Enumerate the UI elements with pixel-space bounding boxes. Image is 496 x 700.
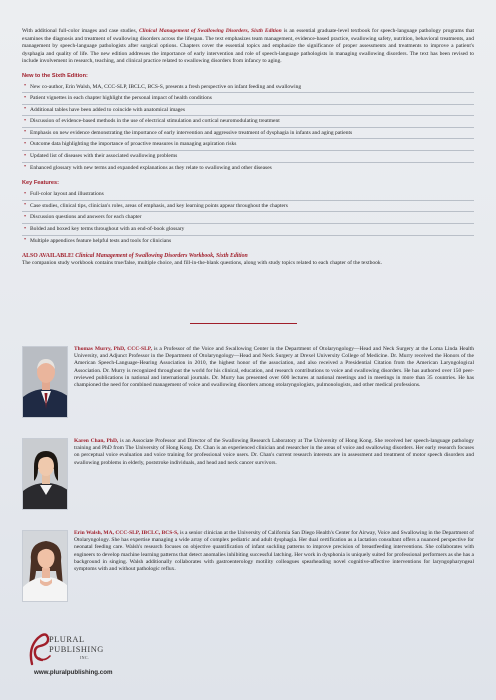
list-item: • Additional tables have been added to coincide with anatomical images (22, 105, 474, 117)
key-features-list (22, 189, 474, 246)
book-title: Clinical Management of Swallowing Disorders, Sixth Edition (138, 28, 282, 34)
author-name: Thomas Murry, PhD, CCC-SLP, (74, 346, 152, 352)
list-item: • New co-author, Erin Walsh, MA, CCC-SLP, IBCLC, BCS-S, presents a fresh perspective on infant feeding and swallowing (22, 82, 474, 94)
logo-word-publishing: PUBLISHING (49, 645, 104, 654)
key-features-heading: Key Features: (22, 180, 59, 187)
list-item: • Enhanced glossary with new terms and expanded explanations as they relate to swallowing and other diseases (22, 163, 474, 174)
list-item: • Case studies, clinical tips, clinician's roles, areas of emphasis, and key learning points appear throughout the chapters (22, 201, 474, 213)
new-edition-list (22, 82, 474, 174)
author-photo-walsh (22, 530, 68, 602)
portrait-image (23, 531, 68, 602)
author-photo-murry (22, 346, 68, 418)
list-item: • Emphasis on new evidence demonstrating the importance of early intervention and aggressive treatment of dysphagia in infants and aging patients (22, 128, 474, 140)
logo-word-plural: PLURAL (49, 635, 85, 644)
bio-text-murry (74, 346, 474, 389)
intro-text-start: With additional full-color images and case studies, (22, 28, 139, 34)
author-photo-chan (22, 438, 68, 510)
list-item: • Patient vignettes in each chapter highlight the personal impact of health conditions (22, 93, 474, 105)
intro-paragraph (22, 28, 474, 66)
list-item: • Full-color layout and illustrations (22, 189, 474, 201)
new-edition-heading: New to the Sixth Edition: (22, 72, 88, 79)
bio-body: is a Professor of the Voice and Swallowing Center in the Department of Otolaryngology—Head and Neck Surgery at the Loma Linda Health University, and Adjunct Professor in the Department of Otolaryngology—Head and Neck Surgery at Drexel University College of Medicine. Dr. Murry received the Honors of the American Speech-Language-Hearing Association in 2010, the highest honor of the association, and also received a Presidential Citation from the American Laryngological Association. Dr. Murry is recognized throughout the world for his clinical, education, and research contributions to voice and swallowing disorders. He has authored over 150 peer-reviewed publications in national and international journals. Dr. Murry has presented over 600 lectures at national meetings and in meetings in more than 35 countries. He has championed the need for combined management of voice and swallowing disorders among otolaryngologists, pulmonologists, and other medical professions. (74, 346, 474, 389)
author-name: Erin Walsh, MA, CCC-SLP, IBCLC, BCS-S, (74, 530, 179, 536)
author-name: Karen Chan, PhD, (74, 438, 119, 444)
list-item: • Multiple appendices feature helpful tests and tools for clinicians (22, 236, 474, 247)
list-item: • Bolded and boxed key terms throughout with an end-of-book glossary (22, 224, 474, 236)
workbook-title: Clinical Management of Swallowing Disorders Workbook, Sixth Edition (75, 253, 248, 260)
portrait-image (23, 439, 68, 510)
bio-body: is an Associate Professor and Director of the Swallowing Research Laboratory at The University of Hong Kong. She received her speech-language pathology training and PhD from The University of Hong Kong. Dr. Chan is an experienced clinician and researcher in the areas of voice and swallowing disorders. Her early research focuses on perceptual voice evaluation and voice training for professional voice users. Dr. Chan's current research interests are in assessment and treatment of motor speech disorders and swallowing problems in elderly, poststroke individuals, and head and neck cancer survivors. (74, 438, 474, 466)
section-divider (190, 323, 297, 324)
bio-body: is a senior clinician at the University of California San Diego Health's Center for Airway, Voice and Swallowing in the Department of Otolaryngology. She has expertise managing a wide array of complex pediatric and adult dysphagia. Her dual certification as a lactation consultant offers a nuanced perspective for neonatal feeding care. Walsh's research focuses on objective quantification of infant suckling patterns to improve precision of breastfeeding interventions. She collaborates with engineers to develop machine learning patterns that detect anomalies inhibiting successful latching. Her work in dysphonia is uniquely suited for professional performers as she has a background in singing. Walsh additionally collaborates with gastroenterology motility colleagues spearheading novel cognitive-affective interventions for laryngopharyngeal symptoms with and without pathologic reflux. (74, 530, 474, 573)
list-item: • Updated list of diseases with their associated swallowing problems (22, 151, 474, 163)
publisher-url[interactable]: www.pluralpublishing.com (34, 669, 113, 676)
also-available-label: ALSO AVAILABLE! (22, 253, 76, 260)
also-available-heading (22, 253, 474, 259)
list-item: • Discussion questions and answers for each chapter (22, 212, 474, 224)
list-item: • Outcome data highlighting the importance of proactive measures in managing aspiration risks (22, 139, 474, 151)
bio-text-chan (74, 438, 474, 467)
publisher-logo (26, 628, 146, 688)
intro-text-end: is an essential graduate-level textbook for speech-language pathology programs that examines the diagnosis and treatment of swallowing disorders across the lifespan. The text emphasizes team management, evidence-based practice, swallowing safety, nutrition, behavioral treatments, and management by speech-language pathologists after surgical options. Chapters cover the essential topics and emphasize the significance of proper assessments and treatments to improve a patient's dysphagia and quality of life. The new edition addresses the importance of early intervention and role of speech-language pathologists in managing swallowing disorders. The text has been revised to include involvement in research, teaching, and clinical practice related to swallowing disorders from infancy to aging. (22, 28, 475, 64)
workbook-description: The companion study workbook contains true/false, multiple choice, and fill-in-the-blank questions, along with study topics related to each chapter of the textbook. (22, 260, 383, 267)
logo-inc: INC. (80, 655, 90, 660)
list-item: • Discussion of evidence-based methods in the use of electrical stimulation and cortical neuromodulating treatment (22, 116, 474, 128)
portrait-image (23, 347, 68, 418)
description-column (22, 28, 474, 267)
bio-text-walsh (74, 530, 474, 573)
